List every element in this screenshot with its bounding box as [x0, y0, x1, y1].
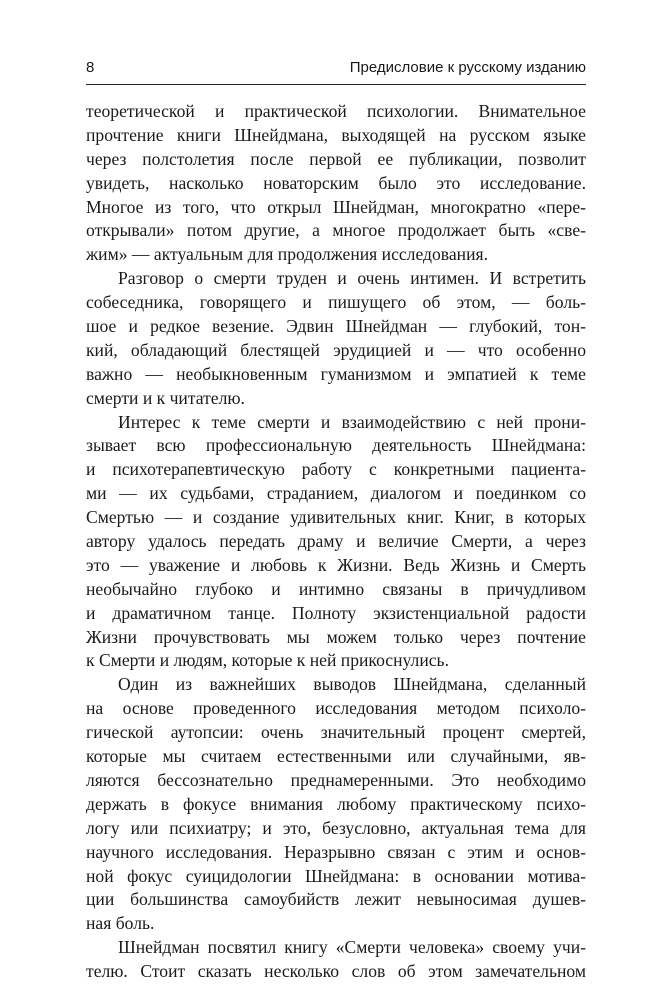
text-line: увидеть, насколько новаторским было это исследование. [86, 172, 586, 193]
paragraph-2 [86, 267, 586, 410]
text-line: Многое из того, что открыл Шнейдман, многократно «пере- [86, 196, 586, 217]
text-line: необычайно глубоко и интимно связаны в причудливом [86, 578, 586, 599]
text-line: Интерес к теме смерти и взаимодействию с ней прони- [118, 411, 586, 432]
paragraph-3 [86, 411, 586, 674]
text-line: на основе проведенного исследования методом психоло- [86, 698, 586, 719]
text-line: через полстолетия после первой ее публикации, позволит [86, 148, 586, 169]
text-line: кий, обладающий блестящей эрудицией и — что особенно [86, 339, 586, 360]
text-line: ции большинства самоубийств лежит невыносимая душев- [86, 889, 586, 910]
text-line: держать в фокусе внимания любому практическому психо- [86, 793, 586, 814]
text-line: жим» — актуальным для продолжения исследования. [86, 244, 488, 265]
text-line: собеседника, говорящего и пишущего об этом, — боль- [86, 292, 586, 313]
text-line: это — уважение и любовь к Жизни. Ведь Жизнь и Смерть [86, 554, 586, 575]
text-line: Смертью — и создание удивительных книг. Книг, в которых [86, 507, 586, 528]
text-line: к Смерти и людям, которые к ней прикоснулись. [86, 650, 449, 671]
text-line: гической аутопсии: очень значительный процент смертей, [86, 722, 586, 743]
text-line: и психотерапевтическую работу с конкретными пациента- [86, 459, 586, 480]
text-line: автору удалось передать драму и величие Смерти, а через [86, 531, 586, 552]
text-line: и драматичном танце. Полноту экзистенциальной радости [86, 602, 586, 623]
page-number: 8 [86, 59, 95, 76]
text-line: теоретической и практической психологии. Внимательное [86, 101, 586, 121]
body-text [86, 100, 586, 984]
running-head-title: Предисловие к русскому изданию [349, 59, 586, 76]
text-line: открывали» потом другие, а многое продолжает быть «све- [86, 220, 586, 241]
text-line: которые мы считаем естественными или случайными, яв- [86, 746, 586, 767]
text-line: прочтение книги Шнейдмана, выходящей на русском языке [86, 124, 586, 145]
text-line: ная боль. [86, 913, 155, 934]
text-line: Один из важнейших выводов Шнейдмана, сделанный [118, 674, 586, 695]
paragraph-5 [86, 936, 586, 984]
paragraph-4 [86, 673, 586, 936]
text-line: научного исследования. Неразрывно связан с этим и основ- [86, 841, 586, 862]
text-line: Жизни прочувствовать мы можем только через почтение [86, 626, 586, 647]
text-line: зывает всю профессиональную деятельность Шнейдмана: [86, 435, 586, 456]
text-line: смерти и к читателю. [86, 387, 245, 408]
text-line: ми — их судьбами, страданием, диалогом и поединком со [86, 483, 586, 504]
text-line: важно — необыкновенным гуманизмом и эмпатией к теме [86, 363, 586, 384]
running-head [86, 58, 586, 85]
text-line: шое и редкое везение. Эдвин Шнейдман — глубокий, тон- [86, 316, 586, 337]
text-line: ной фокус суицидологии Шнейдмана: в основании мотива- [86, 865, 586, 886]
text-line: телю. Стоит сказать несколько слов об этом замечательном [86, 961, 586, 982]
text-line: логу или психиатру; и это, безусловно, актуальная тема для [86, 817, 586, 838]
text-line: Разговор о смерти труден и очень интимен. И встретить [118, 268, 586, 289]
text-line: ляются бессознательно преднамеренными. Это необходимо [86, 769, 586, 790]
paragraph-1 [86, 100, 586, 267]
text-line: Шнейдман посвятил книгу «Смерти человека» своему учи- [118, 937, 586, 958]
